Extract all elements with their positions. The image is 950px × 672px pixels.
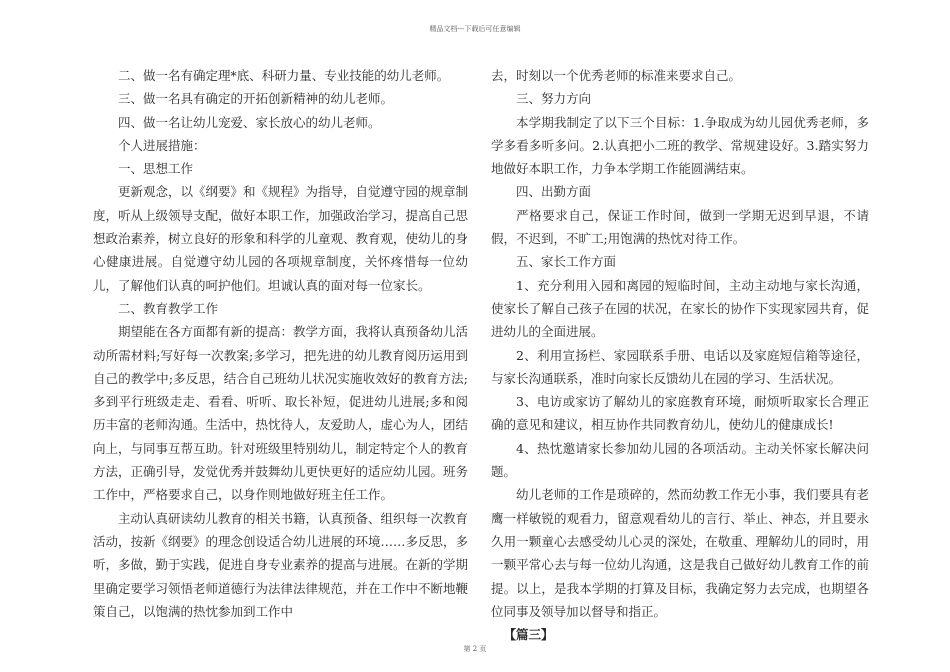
- paragraph: 三、做一名具有确定的开拓创新精神的幼儿老师。: [118, 91, 394, 107]
- paragraph: 幼儿老师的工作是琐碎的，然而幼教工作无小事，我们要具有老鹰一样敏锐的观看力，留意观看幼儿的言行、举止、神态，并且要永久用一颗童心去感受幼儿心灵的深处，在敬重、理解幼儿的同时，用一颗平常心去与每一位幼儿沟通，这是我自己做好幼儿教育工作的前提。以上，是我本学期的打算及目标，我确定努力去完成，也期望各位同事及领导加以督导和指正。: [491, 487, 869, 619]
- section-heading: 五、家长工作方面: [516, 254, 617, 270]
- page-number: 第 2 页: [463, 645, 487, 653]
- paragraph: 严格要求自己，保证工作时间，做到一学期无迟到早退，不请假，不迟到，不旷工;用饱满的热忱对待工作。: [491, 207, 869, 247]
- paragraph: 1、充分利用入园和离园的短临时间，主动主动地与家长沟通，使家长了解自己孩子在园的状况，在家长的协作下实现家园共育，促进幼儿的全面进展。: [491, 277, 869, 340]
- section-heading: 四、出勤方面: [516, 184, 592, 200]
- page-header: 精品文档---下载后可任意编辑: [429, 25, 521, 33]
- paragraph: 二、做一名有确定理*底、科研力量、专业技能的幼儿老师。: [118, 68, 450, 83]
- section-marker: 【篇三】: [503, 627, 554, 643]
- section-heading: 三、努力方向: [516, 91, 592, 107]
- paragraph: 4、热忱邀请家长参加幼儿园的各项活动。主动关怀家长解决问题。: [491, 440, 869, 480]
- paragraph: 2、利用宣扬栏、家园联系手册、电话以及家庭短信箱等途径，与家长沟通联系，准时向家长反馈幼儿在园的学习、生活状况。: [491, 347, 869, 386]
- section-heading: 一、思想工作: [118, 161, 194, 177]
- paragraph: 更新观念，以《纲要》和《规程》为指导，自觉遵守园的规章制度，听从上级领导支配，做好本职工作，加强政治学习，提高自己思想政治素养，树立良好的形象和科学的儿童观、教育观，使幼儿的身心健康进展。自觉遵守幼儿园的各项规章制度，关怀疼惜每一位幼儿，了解他们认真的呵护他们。坦诚认真的面对每一位家长。: [93, 184, 469, 293]
- paragraph: 主动认真研读幼儿教育的相关书籍，认真预备、组织每一次教育活动，按新《纲要》的理念创设适合幼儿进展的环境……多反思，多听，多做，勤于实践，促进自身专业素养的提高与进展。在新的学期里确定要学习领悟老师道德行为法律法律规范，并在工作中不断地鞭策自己，以饱满的热忱参加到工作中: [93, 510, 469, 619]
- paragraph: 四、做一名让幼儿宠爱、家长放心的幼儿老师。: [118, 114, 381, 130]
- section-heading: 二、教育教学工作: [118, 300, 219, 316]
- paragraph: 3、电访或家访了解幼儿的家庭教育环境，耐烦听取家长合理正确的意见和建议，相互协作共同教育幼儿，使幼儿的健康成长!: [491, 394, 869, 433]
- paragraph: 本学期我制定了以下三个目标：1.争取成为幼儿园优秀老师，多学多看多听多问。2.认真把小二班的教学、常规建设好。3.踏实努力地做好本职工作，力争本学期工作能圆满结束。: [491, 114, 869, 177]
- section-heading: 个人进展措施：: [118, 137, 206, 153]
- left-text-column: [93, 64, 468, 623]
- right-text-column: [491, 64, 869, 646]
- paragraph: 去，时刻以一个优秀老师的标准来要求自己。: [491, 68, 742, 83]
- paragraph: 期望能在各方面都有新的提高：教学方面，我将认真预备幼儿活动所需材料;写好每一次教案;多学习，把先进的幼儿教育阅历运用到自己的教学中;多反思，结合自己班幼儿状况实施收效好的教育方法;多到平行班级走走、看看、听听、取长补短，促进幼儿进展;多和阅历丰富的老师沟通。生活中，热忱待人，友爱助人，虚心为人，团结向上，与同事互帮互助。针对班级里特别幼儿，制定特定个人的教育方法，正确引导，发觉优秀并鼓舞幼儿更快更好的适应幼儿园。班务工作中，严格要求自己，以身作则地做好班主任工作。: [93, 324, 469, 503]
